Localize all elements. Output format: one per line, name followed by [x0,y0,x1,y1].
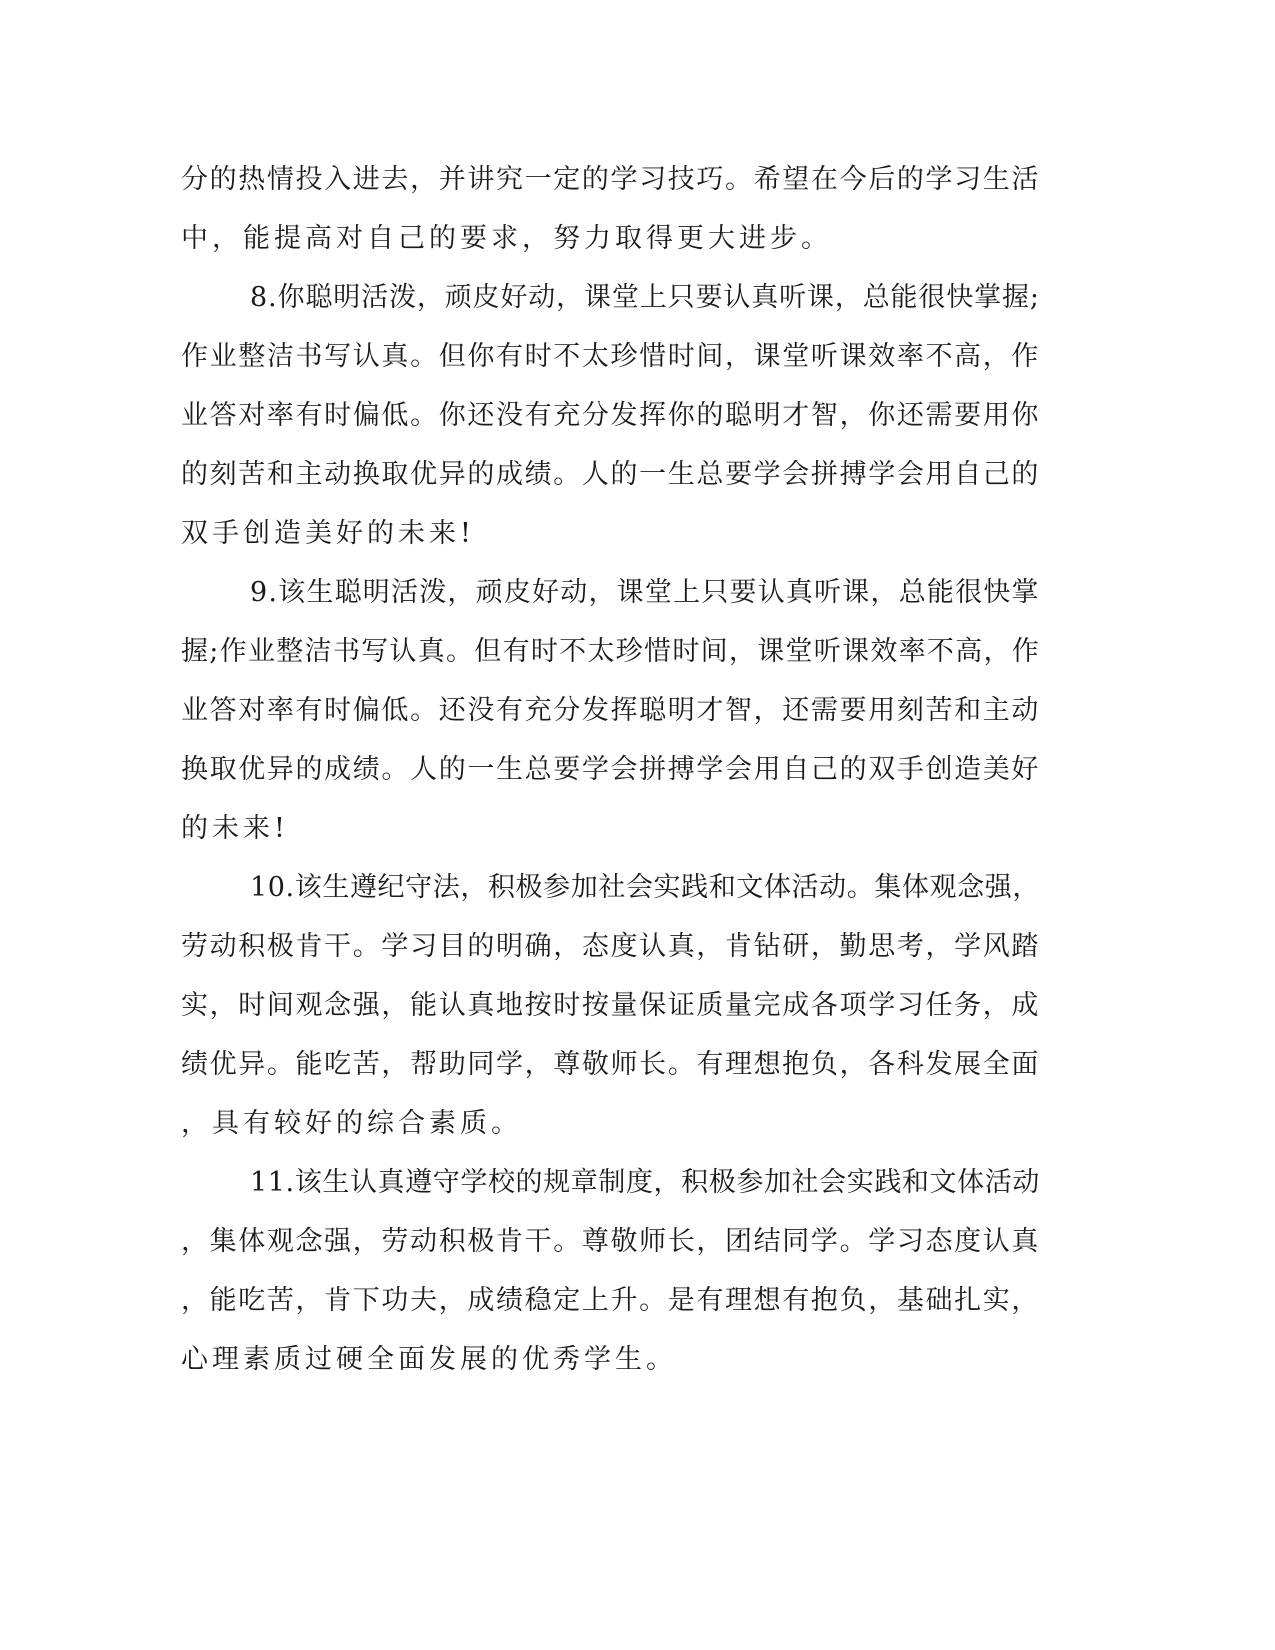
text-line: 业答对率有时偏低。还没有充分发挥聪明才智，还需要用刻苦和主动 [181,695,1040,726]
text-line: 作业整洁书写认真。但你有时不太珍惜时间，课堂听课效率不高，作 [181,341,1040,372]
text-line: 心理素质过硬全面发展的优秀学生。 [181,1344,677,1375]
text-line: 绩优异。能吃苦，帮助同学，尊敬师长。有理想抱负，各科发展全面 [181,1049,1040,1080]
text-line: 的刻苦和主动换取优异的成绩。人的一生总要学会拼搏学会用自己的 [181,459,1040,490]
text-line: ，具有较好的综合素质。 [181,1108,522,1139]
text-line: ，集体观念强，劳动积极肯干。尊敬师长，团结同学。学习态度认真 [181,1226,1040,1257]
paragraph-start-line: 9.该生聪明活泼，顽皮好动，课堂上只要认真听课，总能很快掌 [250,577,1040,608]
text-line: 劳动积极肯干。学习目的明确，态度认真，肯钻研，勤思考，学风踏 [181,931,1040,962]
text-line: 业答对率有时偏低。你还没有充分发挥你的聪明才智，你还需要用你 [181,400,1040,431]
text-line: ，能吃苦，肯下功夫，成绩稳定上升。是有理想有抱负，基础扎实， [181,1285,1040,1316]
text-line: 握;作业整洁书写认真。但有时不太珍惜时间，课堂听课效率不高，作 [181,636,1041,667]
paragraph-start-line: 8.你聪明活泼，顽皮好动，课堂上只要认真听课，总能很快掌握; [250,282,1040,313]
text-line: 双手创造美好的未来! [181,518,475,549]
text-line: 实，时间观念强，能认真地按时按量保证质量完成各项学习任务，成 [181,990,1040,1021]
paragraph-start-line: 11.该生认真遵守学校的规章制度，积极参加社会实践和文体活动 [250,1167,1040,1198]
text-line: 分的热情投入进去，并讲究一定的学习技巧。希望在今后的学习生活 [181,164,1040,195]
text-line: 中，能提高对自己的要求，努力取得更大进步。 [181,223,832,254]
text-line: 换取优异的成绩。人的一生总要学会拼搏学会用自己的双手创造美好 [181,754,1040,785]
text-line: 的未来! [181,813,289,844]
paragraph-start-line: 10.该生遵纪守法，积极参加社会实践和文体活动。集体观念强， [250,872,1040,903]
